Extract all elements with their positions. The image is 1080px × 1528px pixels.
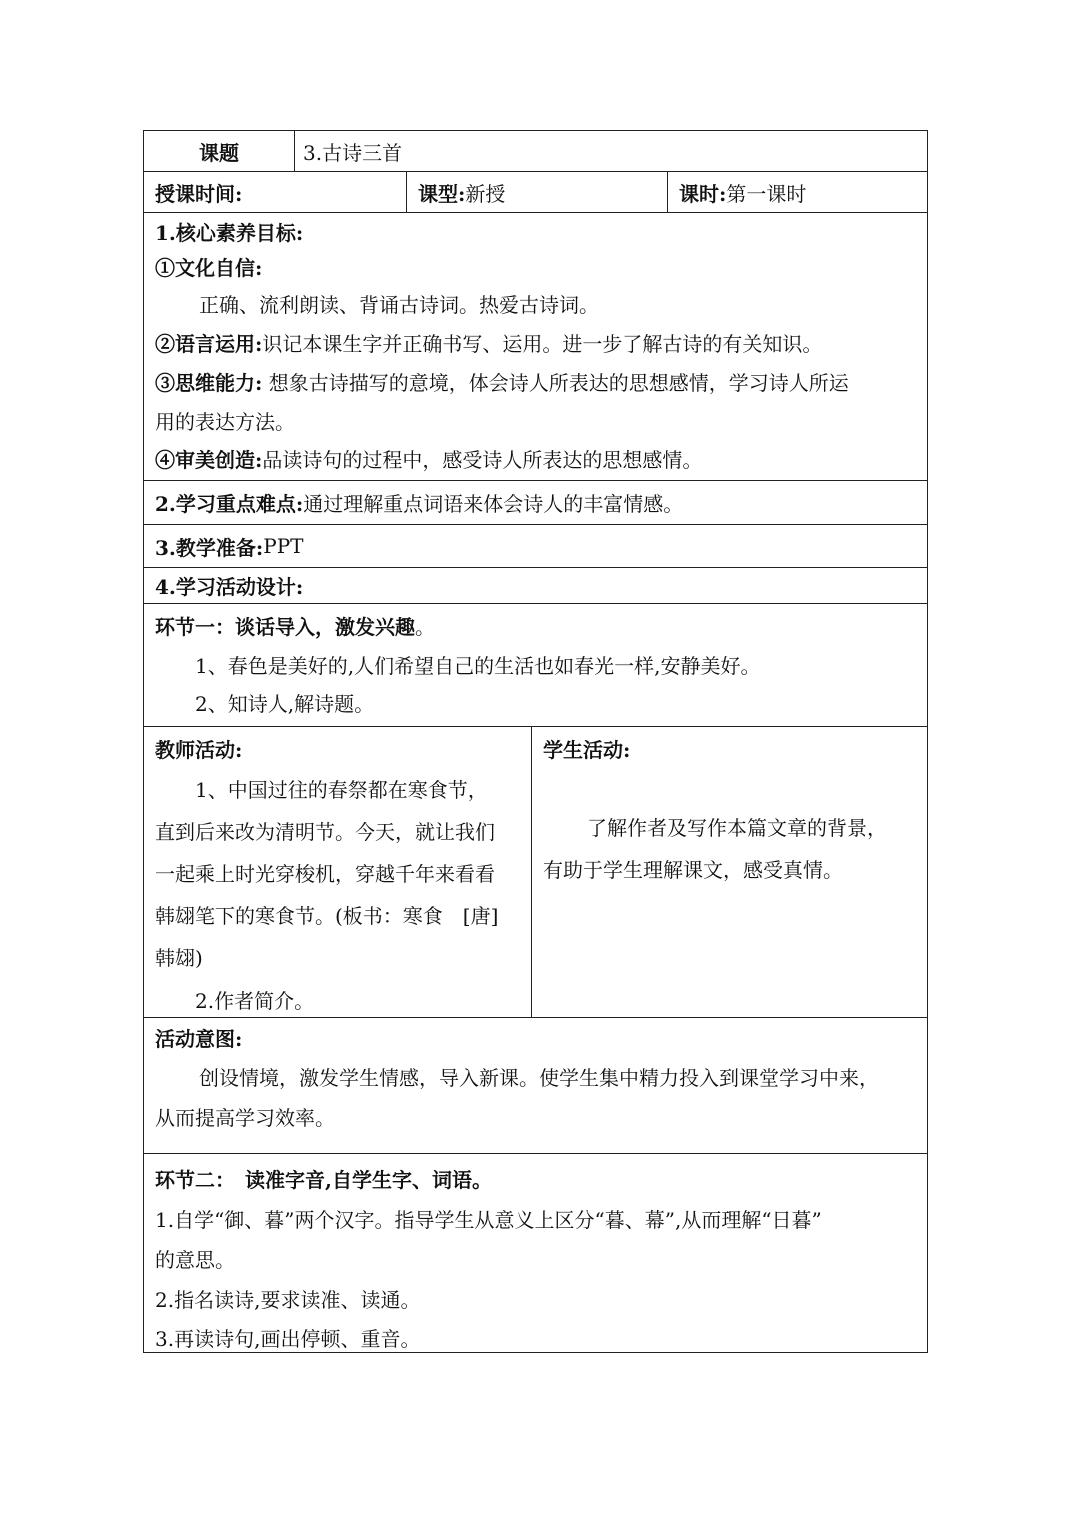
- activities-row: [143, 727, 928, 1018]
- goal-thinking: [155, 364, 916, 403]
- stage1-title-bold: 环节一：谈话导入，激发兴趣: [155, 615, 415, 639]
- type-cell: [406, 172, 667, 212]
- intent-line-1: 创设情境，激发学生情感，导入新课。使学生集中精力投入到课堂学习中来，: [199, 1066, 879, 1090]
- topic-label: 课题: [199, 140, 239, 165]
- goal-language: [155, 325, 916, 364]
- goal-aesthetic: [155, 442, 916, 479]
- teacher-line-1: 1、中国过往的春祭都在寒食节，: [195, 778, 488, 802]
- goal-language-text: 识记本课生字并正确书写、运用。进一步了解古诗的有关知识。: [262, 332, 823, 356]
- student-line-2: 有助于学生理解课文，感受真情。: [543, 858, 843, 882]
- student-line-1: 了解作者及写作本篇文章的背景，: [587, 816, 887, 840]
- stage1-title: [155, 608, 916, 647]
- goals-row: [143, 213, 928, 481]
- meta-row: [143, 172, 928, 213]
- stage1-item-1: 1、春色是美好的,人们希望自己的生活也如春光一样,安静美好。: [195, 654, 761, 678]
- stage1-item-2: 2、知诗人,解诗题。: [195, 692, 375, 716]
- focus-label: 2.学习重点难点:: [155, 492, 304, 516]
- prep-text: PPT: [263, 534, 304, 558]
- stage2-line-3: 2.指名读诗,要求读准、读通。: [155, 1288, 421, 1312]
- stage2-row: [143, 1154, 928, 1353]
- goal-thinking-text-1: 想象古诗描写的意境，体会诗人所表达的思想感情，学习诗人所运: [268, 371, 849, 395]
- goal-aesthetic-text: 品读诗句的过程中，感受诗人所表达的思想感情。: [262, 448, 703, 472]
- goal-language-label: ②语言运用:: [155, 332, 263, 356]
- topic-value: 3.古诗三首: [294, 131, 927, 171]
- goals-title: 1.核心素养目标:: [155, 221, 304, 245]
- period-cell: [667, 172, 927, 212]
- student-activity-label: 学生活动:: [543, 738, 631, 762]
- focus-text: 通过理解重点词语来体会诗人的丰富情感。: [303, 492, 684, 516]
- goal-culture-text: 正确、流利朗读、背诵古诗词。热爱古诗词。: [199, 293, 599, 317]
- prep-cell: [144, 525, 927, 567]
- teacher-line-6: 2.作者简介。: [195, 989, 315, 1013]
- teacher-line-3: 一起乘上时光穿梭机，穿越千年来看看: [155, 862, 495, 886]
- prep-label: 3.教学准备:: [155, 535, 264, 560]
- focus-cell: [144, 481, 927, 524]
- goal-thinking-label: ③思维能力:: [155, 371, 263, 395]
- type-label: 课型:: [418, 181, 466, 206]
- period-value: 第一课时: [726, 181, 807, 206]
- teacher-line-4: 韩翃笔下的寒食节。(板书：寒食 [唐]: [155, 904, 499, 928]
- time-cell: [144, 172, 406, 212]
- intent-label: 活动意图:: [155, 1027, 243, 1051]
- stage1-row: [143, 604, 928, 727]
- lesson-plan-table: [143, 130, 928, 1353]
- activity-design-label: 4.学习活动设计:: [155, 575, 304, 599]
- goal-thinking-text-2: 用的表达方法。: [155, 410, 295, 434]
- type-value: 新授: [465, 181, 506, 206]
- goal-culture-label: ①文化自信:: [155, 256, 263, 280]
- student-activity-cell: [531, 727, 927, 1017]
- teacher-activity-label: 教师活动:: [155, 738, 243, 762]
- intent-line-2: 从而提高学习效率。: [155, 1106, 335, 1130]
- teacher-line-2: 直到后来改为清明节。今天，就让我们: [155, 820, 495, 844]
- period-label: 课时:: [679, 181, 727, 206]
- stage2-line-4: 3.再读诗句,画出停顿、重音。: [155, 1327, 421, 1351]
- time-label: 授课时间:: [155, 181, 243, 206]
- prep-row: [143, 525, 928, 568]
- teacher-activity-cell: [144, 727, 531, 1017]
- goal-aesthetic-label: ④审美创造:: [155, 448, 263, 472]
- stage2-line-1: 1.自学“御、暮”两个汉字。指导学生从意义上区分“暮、幕”,从而理解“日暮”: [155, 1208, 822, 1232]
- stage2-line-2: 的意思。: [155, 1248, 235, 1272]
- stage2-title: 环节二： 读准字音,自学生字、词语。: [155, 1168, 492, 1192]
- activity-design-row: [143, 568, 928, 604]
- focus-row: [143, 481, 928, 525]
- stage1-title-end: 。: [415, 615, 435, 639]
- teacher-line-5: 韩翃): [155, 946, 203, 970]
- topic-row: [143, 131, 928, 172]
- intent-row: [143, 1018, 928, 1154]
